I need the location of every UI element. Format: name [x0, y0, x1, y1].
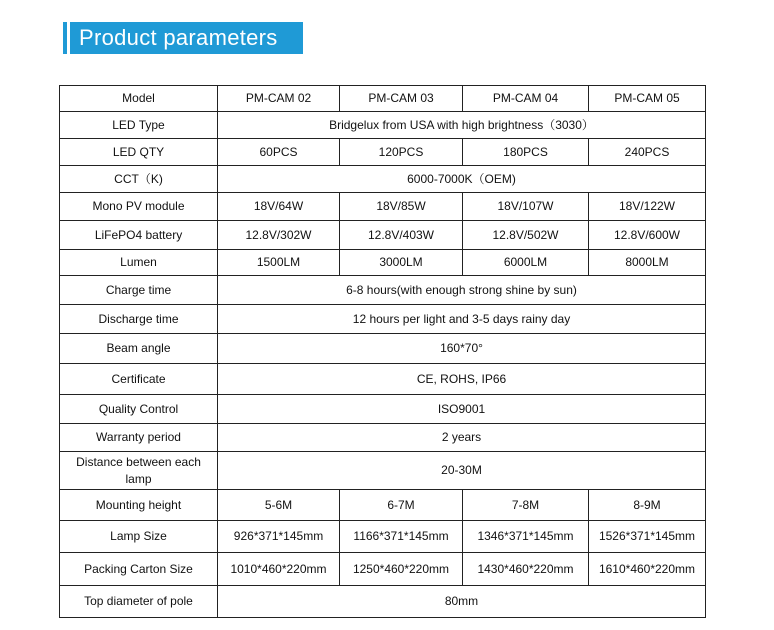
- table-cell: PM-CAM 02: [218, 86, 340, 112]
- table-cell: 18V/122W: [589, 193, 706, 221]
- row-label: Packing Carton Size: [60, 553, 218, 586]
- table-row-lamp-distance: [60, 452, 706, 490]
- table-cell: 926*371*145mm: [218, 521, 340, 553]
- table-cell: 160*70°: [218, 334, 706, 364]
- table-row-cct: [60, 166, 706, 193]
- table-cell: 12 hours per light and 3-5 days rainy day: [218, 305, 706, 334]
- table-cell: 12.8V/302W: [218, 221, 340, 250]
- table-row-led-qty: [60, 139, 706, 166]
- row-label: Discharge time: [60, 305, 218, 334]
- row-label: Mounting height: [60, 490, 218, 521]
- table-cell: 3000LM: [340, 250, 463, 276]
- table-row-quality-control: [60, 395, 706, 424]
- table-cell: 240PCS: [589, 139, 706, 166]
- table-cell: 12.8V/502W: [463, 221, 589, 250]
- table-cell: Bridgelux from USA with high brightness（3030）: [218, 112, 706, 139]
- table-cell: 1010*460*220mm: [218, 553, 340, 586]
- table-cell: 18V/64W: [218, 193, 340, 221]
- table-cell: 80mm: [218, 586, 706, 618]
- table-cell: 60PCS: [218, 139, 340, 166]
- table-cell: 1430*460*220mm: [463, 553, 589, 586]
- table-row-beam-angle: [60, 334, 706, 364]
- table-cell: PM-CAM 05: [589, 86, 706, 112]
- table-cell: 12.8V/403W: [340, 221, 463, 250]
- table-cell: 1346*371*145mm: [463, 521, 589, 553]
- product-parameters-table: [59, 85, 706, 618]
- table-cell: 18V/85W: [340, 193, 463, 221]
- table-cell: 8000LM: [589, 250, 706, 276]
- row-label: Mono PV module: [60, 193, 218, 221]
- table-cell: 1500LM: [218, 250, 340, 276]
- table-cell: 1250*460*220mm: [340, 553, 463, 586]
- table-row-warranty: [60, 424, 706, 452]
- table-row-pole-diameter: [60, 586, 706, 618]
- table-cell: 1166*371*145mm: [340, 521, 463, 553]
- row-label: Model: [60, 86, 218, 112]
- row-label: LED Type: [60, 112, 218, 139]
- page-title: Product parameters: [70, 22, 303, 54]
- row-label: Charge time: [60, 276, 218, 305]
- table-cell: PM-CAM 04: [463, 86, 589, 112]
- table-cell: CE, ROHS, IP66: [218, 364, 706, 395]
- row-label: Top diameter of pole: [60, 586, 218, 618]
- table-cell: 120PCS: [340, 139, 463, 166]
- table-row-carton-size: [60, 553, 706, 586]
- table-cell: 2 years: [218, 424, 706, 452]
- table-cell: 6000-7000K（OEM): [218, 166, 706, 193]
- row-label: Warranty period: [60, 424, 218, 452]
- table-cell: ISO9001: [218, 395, 706, 424]
- table-row-battery: [60, 221, 706, 250]
- table-row-certificate: [60, 364, 706, 395]
- table-row-lamp-size: [60, 521, 706, 553]
- table-row-discharge-time: [60, 305, 706, 334]
- table-cell: 12.8V/600W: [589, 221, 706, 250]
- row-label: LED QTY: [60, 139, 218, 166]
- table-cell: 180PCS: [463, 139, 589, 166]
- table-row-mounting-height: [60, 490, 706, 521]
- table-cell: 20-30M: [218, 452, 706, 490]
- table-row-pv-module: [60, 193, 706, 221]
- table-cell: 6000LM: [463, 250, 589, 276]
- table-row-lumen: [60, 250, 706, 276]
- table-row-charge-time: [60, 276, 706, 305]
- table-row-model: [60, 86, 706, 112]
- row-label: LiFePO4 battery: [60, 221, 218, 250]
- table-row-led-type: [60, 112, 706, 139]
- table-cell: 6-7M: [340, 490, 463, 521]
- table-cell: 7-8M: [463, 490, 589, 521]
- row-label: Lumen: [60, 250, 218, 276]
- row-label: Distance between each lamp: [60, 452, 218, 490]
- row-label: CCT（K): [60, 166, 218, 193]
- table-cell: PM-CAM 03: [340, 86, 463, 112]
- table-cell: 6-8 hours(with enough strong shine by sun): [218, 276, 706, 305]
- table-cell: 18V/107W: [463, 193, 589, 221]
- section-header: [63, 22, 303, 54]
- row-label: Certificate: [60, 364, 218, 395]
- row-label: Quality Control: [60, 395, 218, 424]
- row-label: Beam angle: [60, 334, 218, 364]
- table-cell: 5-6M: [218, 490, 340, 521]
- table-cell: 1526*371*145mm: [589, 521, 706, 553]
- table-cell: 1610*460*220mm: [589, 553, 706, 586]
- row-label: Lamp Size: [60, 521, 218, 553]
- table-cell: 8-9M: [589, 490, 706, 521]
